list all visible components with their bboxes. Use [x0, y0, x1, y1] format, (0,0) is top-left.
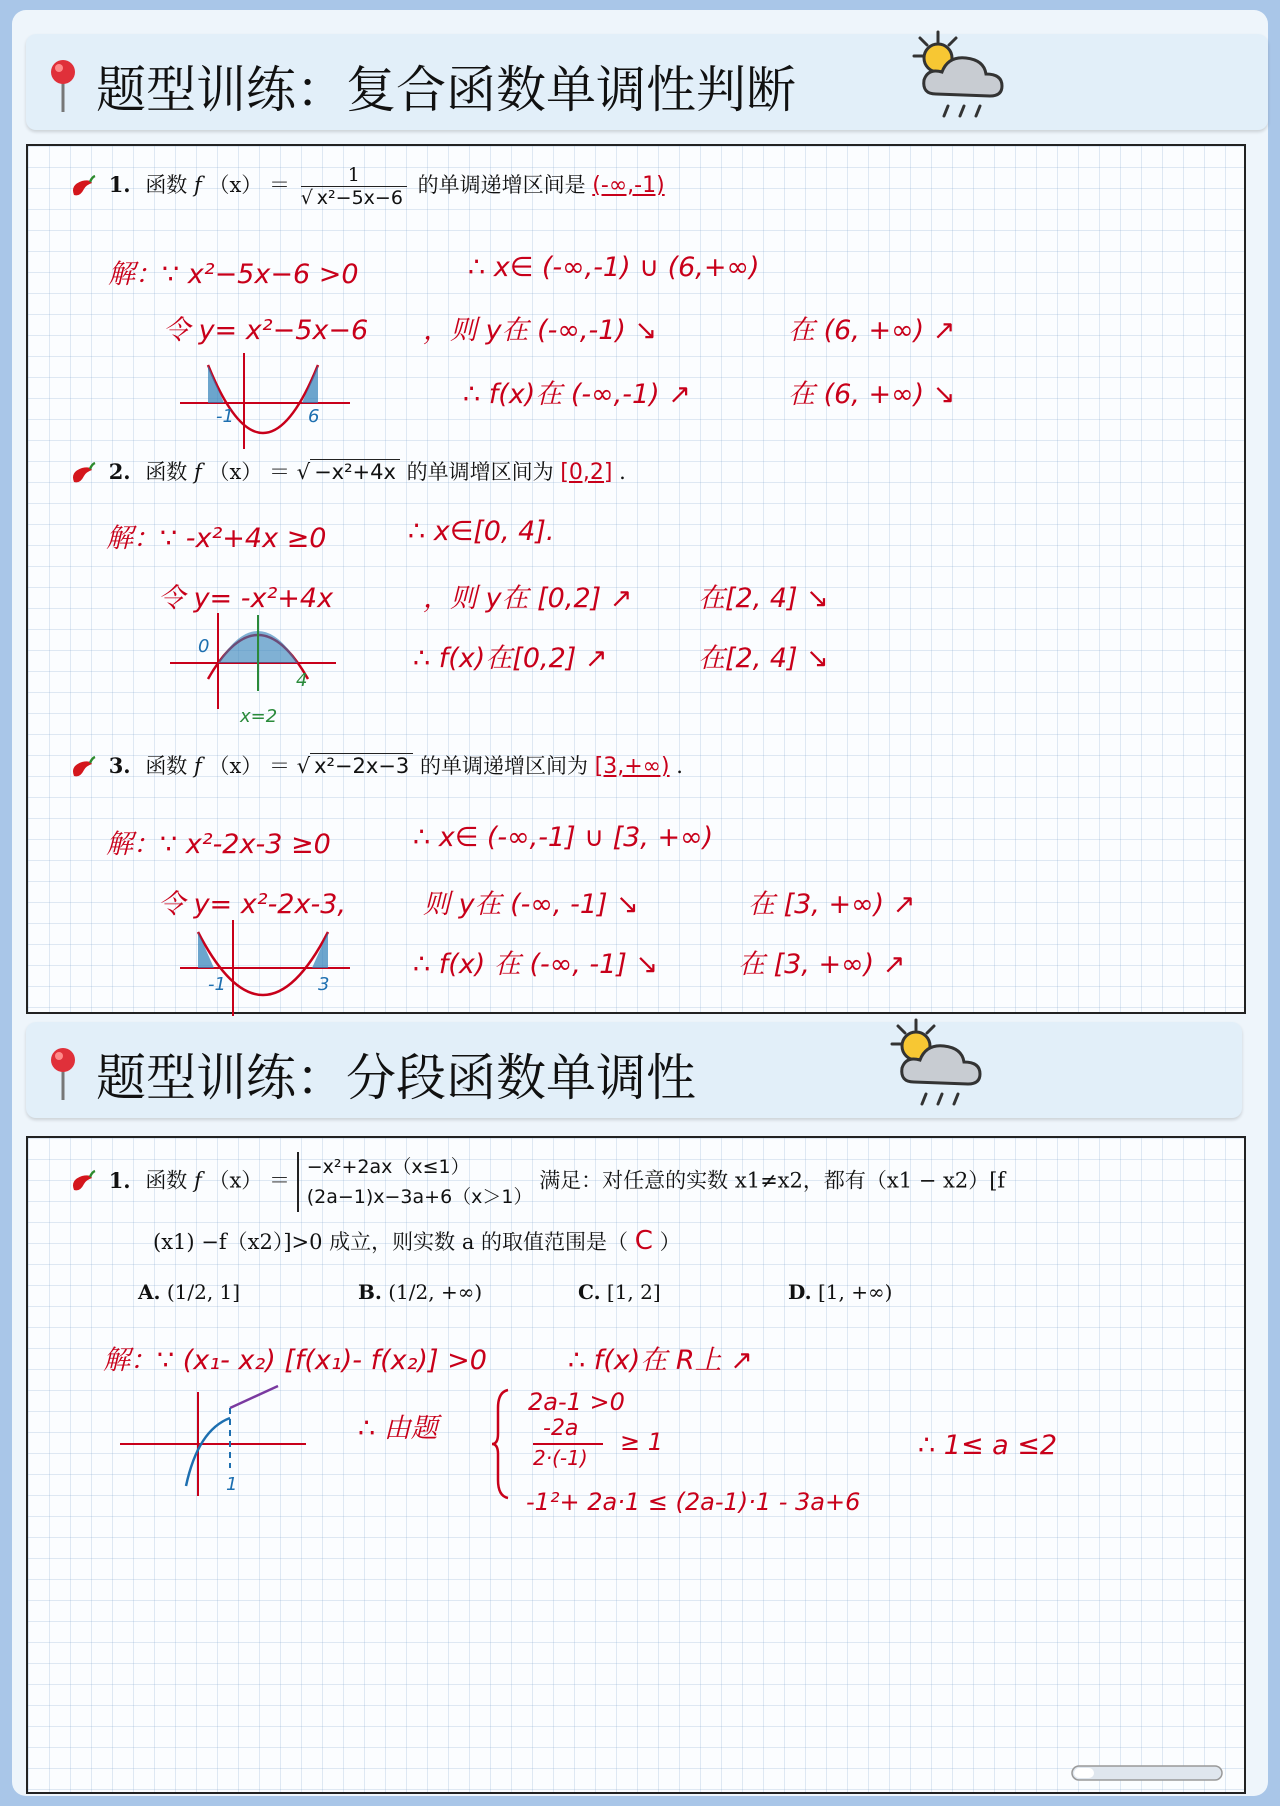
sun-cloud-rain-icon	[886, 1016, 996, 1116]
fraction-numerator: 1	[301, 164, 407, 187]
work-line: ∴ x∈[0, 4].	[408, 516, 555, 547]
work-line: 在 [3, +∞) ↗	[738, 949, 906, 980]
problem-number: 2.	[108, 459, 131, 484]
graph-label: -1	[216, 406, 234, 427]
option-b[interactable]: B. (1/2, +∞)	[358, 1280, 483, 1304]
problem-prefix: 函数	[145, 460, 188, 484]
work-line: -1²+ 2a·1 ≤ (2a-1)·1 - 3a+6	[526, 1488, 861, 1516]
work-line: ≥ 1	[620, 1428, 664, 1456]
work-line: 在 (6, +∞) ↗	[788, 315, 956, 346]
footer-progress-icon	[1070, 1762, 1240, 1784]
equals-sign: ＝	[269, 754, 290, 778]
problem-answer: [0,2]	[560, 460, 613, 485]
work-line: 令 y= x²−5x−6	[163, 315, 369, 346]
function-name: f	[194, 754, 202, 778]
section1-banner	[26, 34, 1268, 130]
work-line: ∴ x∈ (-∞,-1] ∪ [3, +∞)	[413, 822, 714, 853]
equals-sign: ＝	[269, 173, 290, 197]
sun-cloud-rain-icon	[908, 28, 1018, 128]
problem-end: .	[676, 754, 683, 778]
work-line: 在[2, 4] ↘	[698, 643, 829, 674]
parabola-graph	[178, 351, 353, 451]
problem-suffix: 的单调递增区间为	[419, 754, 588, 778]
problem-number: 1.	[108, 1167, 131, 1193]
function-arg: （x）	[208, 173, 263, 197]
option-d[interactable]: D. [1, +∞)	[788, 1280, 893, 1304]
radical: √ −x²+4x	[297, 459, 400, 484]
work-line: ，则 y在 (-∞,-1) ↘	[423, 315, 658, 346]
chili-icon	[68, 460, 96, 488]
work-line: 2·(-1)	[533, 1446, 588, 1470]
problem-prefix: 函数	[145, 173, 188, 197]
section2-card	[26, 1136, 1246, 1794]
work-line: ∴ f(x)在 (-∞,-1) ↗	[463, 379, 691, 410]
work-line: ∴ f(x)在 R上 ↗	[568, 1345, 753, 1376]
section2-title: 题型训练：分段函数单调性	[96, 1049, 696, 1107]
work-line: 解：∵ (x₁- x₂) [f(x₁)- f(x₂)] >0	[103, 1345, 487, 1376]
problem-condition: 满足：对任意的实数 x1≠x2，都有（x1 − x2）[f	[539, 1168, 1006, 1193]
equals-sign: ＝	[269, 460, 290, 484]
work-line: 2a-1 >0	[528, 1388, 625, 1416]
work-line: 则 y在 (-∞, -1] ↘	[423, 889, 639, 920]
work-line: 解：∵ -x²+4x ≥0	[106, 523, 327, 554]
graph-label: 4	[296, 670, 308, 691]
pin-icon	[48, 58, 78, 114]
work-line: ∴ 1≤ a ≤2	[918, 1430, 1058, 1461]
chili-icon	[68, 173, 96, 201]
problem-2-statement	[68, 456, 626, 488]
function-arg: （x）	[208, 1168, 263, 1193]
graph-label: 6	[308, 406, 320, 427]
chili-icon	[68, 1168, 96, 1196]
function-name: f	[194, 1168, 202, 1193]
graph-label: -1	[208, 974, 226, 995]
option-a[interactable]: A. (1/2, 1]	[138, 1280, 241, 1304]
work-line: 在 [3, +∞) ↗	[748, 889, 916, 920]
problem-answer: [3,+∞)	[594, 754, 670, 779]
problem-close: ）	[659, 1230, 681, 1254]
function-arg: （x）	[208, 460, 263, 484]
pin-icon	[48, 1046, 78, 1102]
problem-number: 3.	[108, 753, 131, 778]
problem-end: .	[619, 460, 626, 484]
function-arg: （x）	[208, 754, 263, 778]
section1-title: 题型训练：复合函数单调性判断	[96, 61, 796, 119]
fraction-denominator: √ x²−5x−6	[301, 187, 407, 209]
problem-line-2	[153, 1226, 681, 1256]
problem-number: 1.	[108, 172, 131, 197]
work-line: -2a	[543, 1416, 579, 1441]
parabola-graph	[178, 918, 353, 1018]
work-line: ∴ f(x)在[0,2] ↗	[413, 643, 608, 674]
work-line: ∴ 由题	[358, 1413, 438, 1444]
work-line: ∴ x∈ (-∞,-1) ∪ (6,+∞)	[468, 252, 760, 283]
piecewise	[297, 1152, 533, 1212]
parabola-graph	[168, 611, 338, 711]
graph-label: x=2	[240, 706, 278, 727]
equals-sign: ＝	[269, 1168, 290, 1193]
case-2: (2a−1)x−3a+6（x＞1）	[306, 1186, 533, 1208]
fraction	[301, 164, 407, 209]
work-line: 在[2, 4] ↘	[698, 583, 829, 614]
function-name: f	[194, 173, 202, 197]
work-line: 解：∵ x²-2x-3 ≥0	[106, 829, 331, 860]
chili-icon	[68, 754, 96, 782]
section1-card	[26, 144, 1246, 1014]
piecewise-graph	[118, 1378, 308, 1498]
work-line: ，则 y在 [0,2] ↗	[423, 583, 633, 614]
fraction-bar	[533, 1443, 603, 1445]
section2-banner	[26, 1022, 1242, 1118]
problem-3-statement	[68, 750, 683, 782]
problem-suffix: 的单调递增区间是	[417, 173, 586, 197]
work-line: 令 y= x²-2x-3,	[158, 889, 346, 920]
problem-prefix: 函数	[145, 1168, 188, 1193]
radical: √ x²−2x−3	[297, 753, 414, 778]
problem-prefix: 函数	[145, 754, 188, 778]
system-brace	[490, 1388, 512, 1500]
graph-label: 1	[226, 1474, 238, 1495]
work-line: 在 (6, +∞) ↘	[788, 379, 956, 410]
function-name: f	[194, 460, 202, 484]
graph-label: 0	[198, 636, 210, 657]
problem-statement	[68, 1152, 1005, 1212]
problem-text: (x1) −f（x2）]>0 成立，则实数 a 的取值范围是（	[153, 1230, 629, 1254]
work-line: 解：∵ x²−5x−6 >0	[108, 259, 359, 290]
problem-1-statement	[68, 164, 665, 209]
option-c[interactable]: C. [1, 2]	[578, 1280, 661, 1304]
graph-label: 3	[318, 974, 330, 995]
case-1: −x²+2ax（x≤1）	[306, 1156, 470, 1178]
work-line: 令 y= -x²+4x	[158, 583, 334, 614]
problem-answer: (-∞,-1)	[592, 173, 665, 198]
problem-answer: C	[634, 1226, 653, 1256]
problem-suffix: 的单调增区间为	[406, 460, 554, 484]
page	[12, 10, 1268, 1796]
work-line: ∴ f(x) 在 (-∞, -1] ↘	[413, 949, 659, 980]
